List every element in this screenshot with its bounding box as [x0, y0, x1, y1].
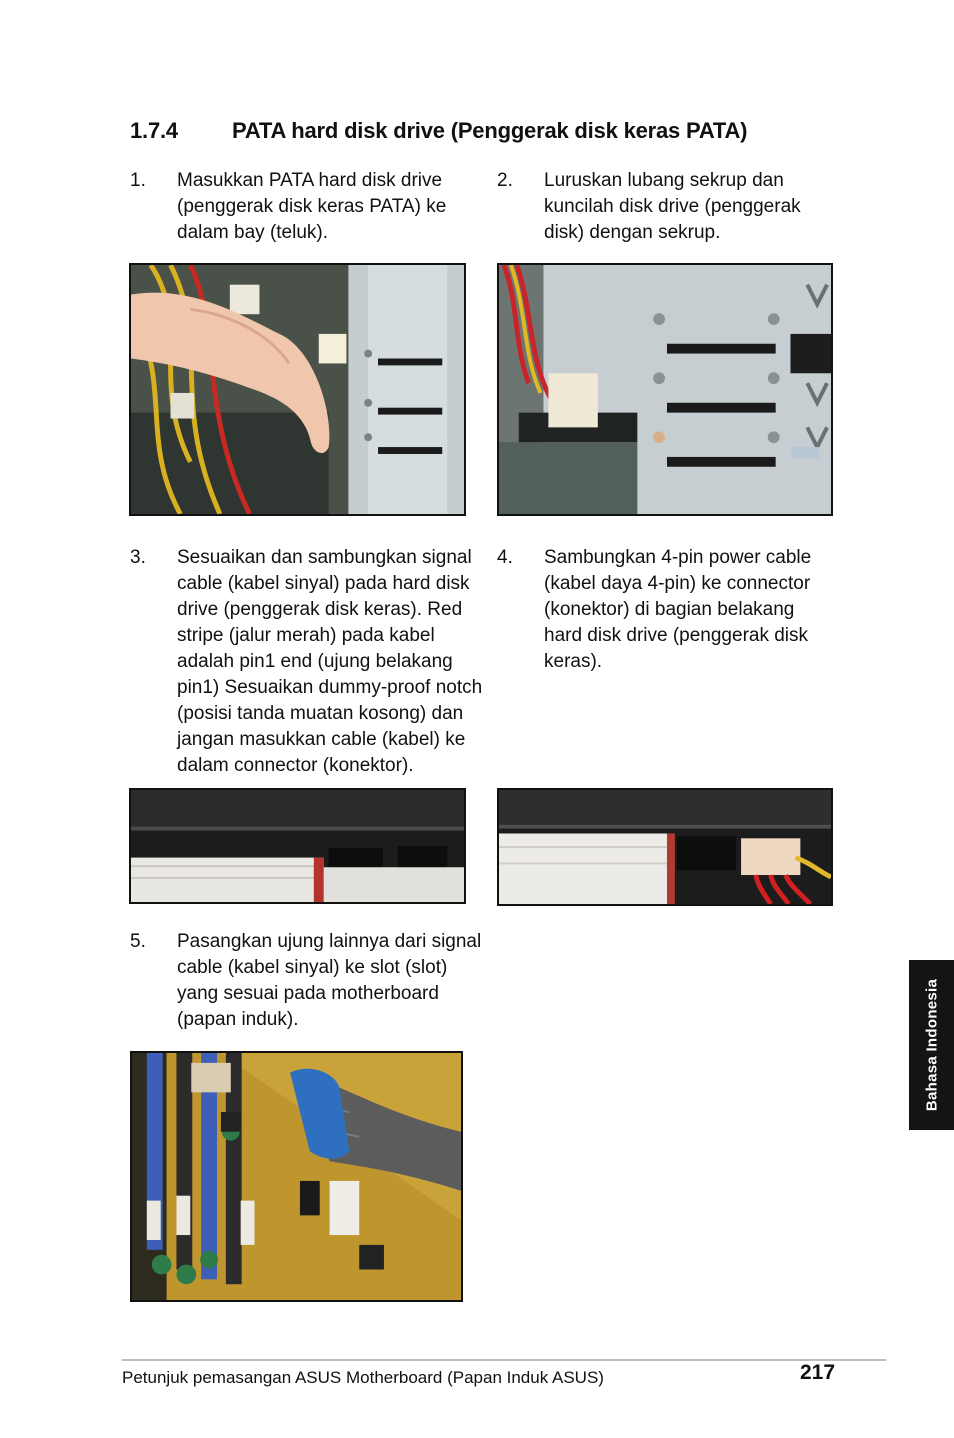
step-text: Luruskan lubang sekrup dan kuncilah disk drive (penggerak disk) dengan sekrup. — [544, 170, 801, 243]
step-number: 5. — [130, 931, 146, 952]
step-text: Masukkan PATA hard disk drive (penggerak disk keras PATA) ke dalam bay (teluk). — [177, 170, 447, 243]
footer-rule — [122, 1359, 886, 1361]
language-tab — [909, 960, 954, 1130]
photo-motherboard — [130, 1051, 463, 1302]
section-number: 1.7.4 — [130, 118, 178, 143]
step-number: 4. — [497, 547, 513, 568]
step-number: 3. — [130, 547, 146, 568]
step-number: 1. — [130, 170, 146, 191]
photo-screw-drive — [497, 263, 833, 516]
photo-signal-cable — [129, 788, 466, 904]
step-number: 2. — [497, 170, 513, 191]
footer-text: Petunjuk pemasangan ASUS Motherboard (Papan Induk ASUS) — [122, 1368, 604, 1387]
page-number: 217 — [800, 1361, 836, 1384]
step-text: Pasangkan ujung lainnya dari signal cable (kabel sinyal) ke slot (slot) yang sesuai pada motherboard (papan induk). — [177, 931, 482, 1030]
section-heading — [130, 118, 747, 144]
step-text: Sesuaikan dan sambungkan signal cable (kabel sinyal) pada hard disk drive (penggerak disk keras). Red stripe (jalur merah) pada kabel adalah pin1 end (ujung belakang pin1) Sesuaikan dummy-proof notch (posisi tanda muatan kosong) dan jangan masukkan cable (kabel) ke dalam connector (konektor). — [177, 547, 483, 776]
language-tab-label: Bahasa Indonesia — [923, 978, 940, 1112]
photo-power-cable — [497, 788, 833, 906]
section-title: PATA hard disk drive (Penggerak disk keras PATA) — [232, 118, 748, 143]
step-text: Sambungkan 4-pin power cable (kabel daya 4-pin) ke connector (konektor) di bagian belakang hard disk drive (penggerak disk keras). — [544, 547, 812, 672]
photo-insert-drive — [129, 263, 466, 516]
